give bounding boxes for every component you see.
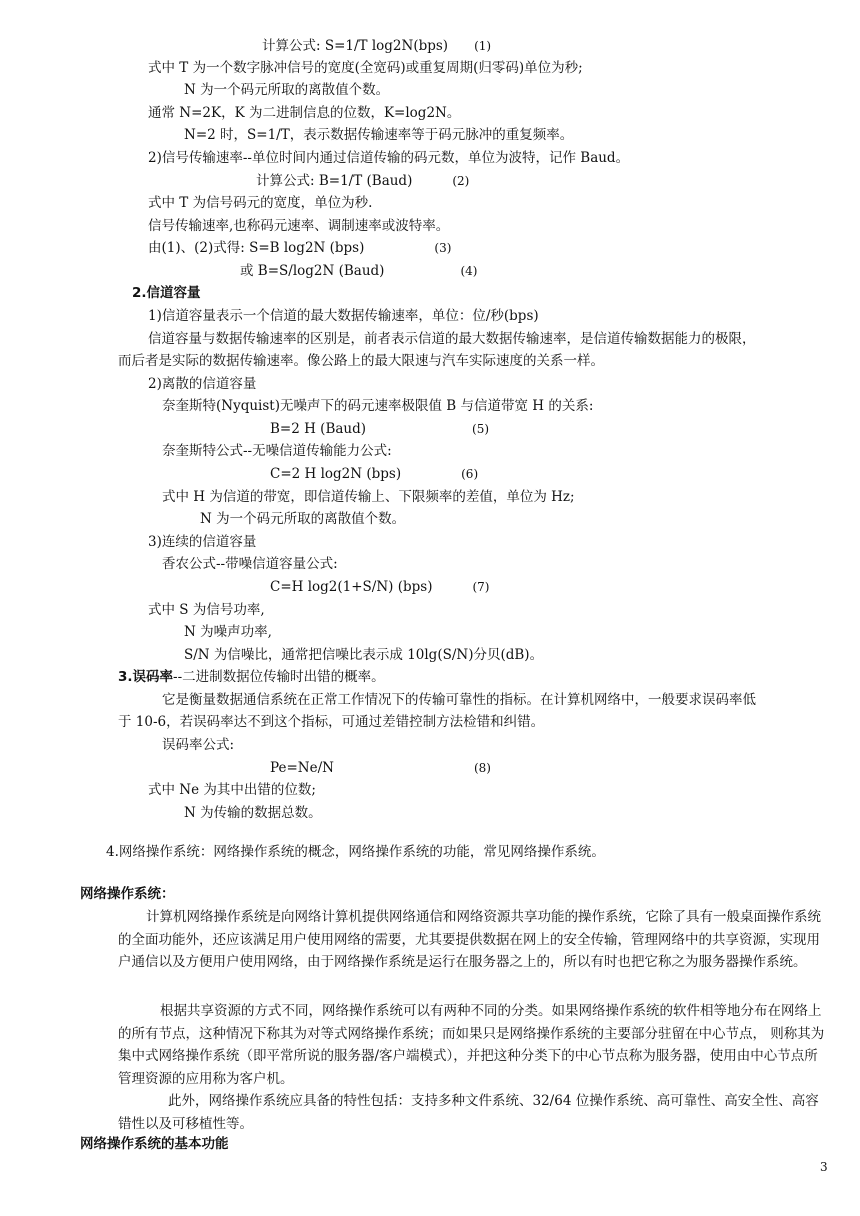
text-line: 香农公式--带噪信道容量公式: [162,556,338,572]
text-line: N 为一个码元所取的离散值个数。 [184,82,390,98]
formula-7: C=H log2(1+S/N) (bps) (7) [270,579,490,595]
text-line: 误码率公式: [162,737,235,753]
text-line: S/N 为信噪比，通常把信噪比表示成 10lg(S/N)分贝(dB)。 [184,647,544,663]
formula-8: Pe=Ne/N (8) [270,760,491,776]
text-line: 通常 N=2K，K 为二进制信息的位数，K=log2N。 [148,105,461,121]
paragraph: 计算机网络操作系统是向网络计算机提供网络通信和网络资源共享功能的操作系统，它除了具有一般桌面操作系统的全面功能外，还应该满足用户使用网络的需要，尤其要提供数据在网上的安全传输，管理网络中的共享资源，实现用户通信以及方便用户使用网络，由于网络操作系统是运行在服务器之上的，所以有时也把它称之为服务器操作系统。 [118,909,821,970]
paragraph: 根据共享资源的方式不同，网络操作系统可以有两种不同的分类。如果网络操作系统的软件相等地分布在网络上的所有节点，这种情况下称其为对等式网络操作系统；而如果只是网络操作系统的主要部分驻留在中心节点， 则称其为集中式网络操作系统（即平常所说的服务器/客户端模式），并把这种分类下的中心节点称为服务器，使用由中心节点所管理资源的应用称为客户机。 [118,1003,825,1087]
text-line: 2)信号传输速率--单位时间内通过信道传输的码元数，单位为波特，记作 Baud。 [148,150,630,166]
section-heading: 网络操作系统： [80,886,175,902]
formula-5: B=2 H (Baud) (5) [270,421,490,437]
formula-1: 计算公式: S=1/T log2N(bps) (1) [262,38,492,54]
text-line: 信道容量与数据传输速率的区别是，前者表示信道的最大数据传输速率，是信道传输数据能力的极限， [148,331,756,347]
text-line: 奈奎斯特(Nyquist)无噪声下的码元速率极限值 B 与信道带宽 H 的关系: [162,398,594,414]
text-line: 式中 T 为信号码元的宽度，单位为秒. [148,195,373,211]
text-line: N 为噪声功率, [184,624,272,640]
text-line: N 为传输的数据总数。 [184,805,322,821]
text-line: 奈奎斯特公式--无噪信道传输能力公式: [162,443,392,459]
text-line: 而后者是实际的数据传输速率。像公路上的最大限速与汽车实际速度的关系一样。 [118,353,604,369]
text-line: 式中 T 为一个数字脉冲信号的宽度(全宽码)或重复周期(归零码)单位为秒; [148,60,583,76]
text-line: 式中 H 为信道的带宽，即信道传输上、下限频率的差值，单位为 Hz; [162,489,575,505]
page-number: 3 [820,1160,828,1174]
text-line: 它是衡量数据通信系统在正常工作情况下的传输可靠性的指标。在计算机网络中，一般要求误码率低 [162,692,756,708]
text-line: 1)信道容量表示一个信道的最大数据传输速率，单位：位/秒(bps) [148,308,539,324]
formula-2: 计算公式: B=1/T (Baud) (2) [256,173,470,189]
text-line: 2)离散的信道容量 [148,376,257,392]
outline-item: 4.网络操作系统：网络操作系统的概念，网络操作系统的功能，常见网络操作系统。 [106,844,605,860]
text-line: 式中 S 为信号功率, [148,602,265,618]
section-heading: 2.信道容量 [132,285,201,301]
text-line: 式中 Ne 为其中出错的位数; [148,782,316,798]
text-line: 于 10-6，若误码率达不到这个指标，可通过差错控制方法检错和纠错。 [118,714,545,730]
paragraph: 此外，网络操作系统应具备的特性包括：支持多种文件系统、32/64 位操作系统、高可靠性、高安全性、高容错性以及可移植性等。 [118,1093,819,1132]
text-line: 信号传输速率,也称码元速率、调制速率或波特率。 [148,218,450,234]
section-heading: 3.误码率--二进制数据位传输时出错的概率。 [118,669,385,685]
text-line: N 为一个码元所取的离散值个数。 [200,511,406,527]
formula-3: 由(1)、(2)式得: S=B log2N (bps) (3) [148,240,452,256]
section-heading: 网络操作系统的基本功能 [80,1136,229,1152]
formula-4: 或 B=S/log2N (Baud) (4) [240,263,478,279]
text-line: 3)连续的信道容量 [148,534,257,550]
text-line: N=2 时，S=1/T，表示数据传输速率等于码元脉冲的重复频率。 [184,127,574,143]
formula-6: C=2 H log2N (bps) (6) [270,466,479,482]
